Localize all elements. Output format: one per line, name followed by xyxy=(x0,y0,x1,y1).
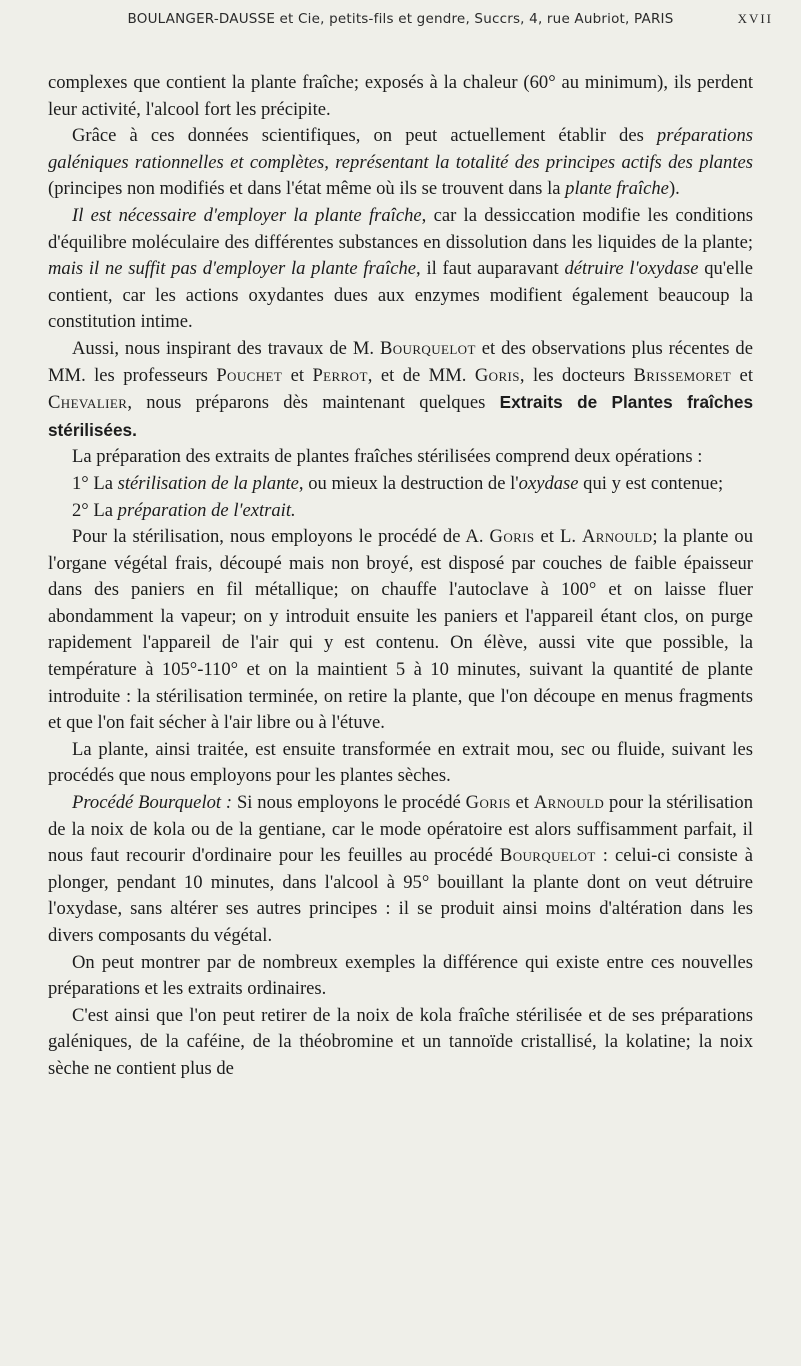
author-name: Brissemoret xyxy=(633,364,732,386)
text-run: et L. xyxy=(534,526,582,548)
text-run: , car la dessiccation modifie les conditions d'équilibre moléculaire des différentes substances en dissolution dans les liquides de la plante; xyxy=(48,204,753,253)
text-run: ). xyxy=(668,178,680,200)
text-run: qui y est contenue; xyxy=(578,472,724,494)
italic-text: mais il ne suffit pas d'employer la plante fraîche xyxy=(48,258,417,280)
text-run: 1° La xyxy=(72,472,118,494)
text-run: et xyxy=(731,364,753,386)
text-run: complexes que contient la plante fraîche; exposés à la chaleur (60° au minimum), ils perdent leur activité, l'alcool fort les précipite. xyxy=(48,72,753,120)
text-run: Pour la stérilisation, nous employons le procédé de A. xyxy=(72,526,490,548)
italic-text: oxydase xyxy=(518,472,579,494)
text-run: (principes non modifiés et dans l'état même où ils se trouvent dans la xyxy=(48,178,566,200)
text-run: ; la plante ou l'organe végétal frais, découpé mais non broyé, est disposé par couches de faible épaisseur dans des paniers en fil métallique; on chauffe l'autoclave à 100° et on laisse fluer abondamment la vapeur; on y introduit ensuite les paniers et l'appareil étant clos, on purge rapidement l'appareil de l'air qui y est contenu. On élève, aussi vite que possible, la température à 105°-110° et on la maintient 5 à 10 minutes, suivant la quantité de plante introduite : la stérilisation terminée, on retire la plante, que l'on découpe en menus fragments et que l'on fait sécher à l'air libre ou à l'étuve. xyxy=(48,526,753,734)
text-run: Si nous employons le procédé xyxy=(232,792,466,814)
text-run: , ou mieux la destruction de l' xyxy=(298,472,519,494)
italic-text: Il est nécessaire d'employer la plante fraîche xyxy=(72,204,422,226)
italic-text: préparations galéniques rationnelles et complètes, représentant la totalité des principes actifs des plantes xyxy=(48,125,753,173)
text-run: , nous préparons dès maintenant quelques xyxy=(127,392,500,414)
author-name: Goris xyxy=(474,364,520,386)
paragraph-p2 xyxy=(48,123,753,203)
paragraph-p9 xyxy=(48,737,753,790)
author-name: Goris xyxy=(465,792,511,814)
italic-text: Procédé Bourquelot : xyxy=(72,792,233,814)
paragraph-p4 xyxy=(48,336,753,444)
author-name: Bourquelot xyxy=(379,337,476,359)
italic-text: préparation de l'extrait. xyxy=(117,499,296,521)
paragraph-p7 xyxy=(48,498,753,525)
text-run: Grâce à ces données scientifiques, on peut actuellement établir des xyxy=(72,125,657,147)
author-name: Bourquelot xyxy=(499,845,596,867)
author-name: Pouchet xyxy=(216,364,283,386)
running-head-text: BOULANGER-DAUSSE et Cie, petits-fils et gendre, Succrs, 4, rue Aubriot, PARIS xyxy=(127,11,674,27)
author-name: Goris xyxy=(489,526,535,548)
text-run: et xyxy=(510,792,534,814)
text-run: , et de MM. xyxy=(367,364,475,386)
paragraph-p8 xyxy=(48,524,753,737)
body-text xyxy=(48,70,753,1083)
text-run: La préparation des extraits de plantes fraîches stérilisées comprend deux opérations : xyxy=(72,446,703,468)
text-run: : celui-ci consiste à plonger, pendant 10 minutes, dans l'alcool à 95° bouillant la plante dont on veut détruire l'oxydase, sans altérer ses autres principes : il se produit ainsi moins d'altération dans les divers composants du végétal. xyxy=(48,845,753,946)
author-name: Perrot xyxy=(312,364,368,386)
paragraph-p11 xyxy=(48,950,753,1003)
italic-text: stérilisation de la plante xyxy=(117,472,299,494)
paragraph-p10 xyxy=(48,790,753,950)
text-run: On peut montrer par de nombreux exemples la différence qui existe entre ces nouvelles préparations et les extraits ordinaires. xyxy=(48,951,753,1000)
text-run: , il faut auparavant xyxy=(416,258,565,280)
text-run: , les docteurs xyxy=(519,364,634,386)
text-run: pour la stérilisation de la noix de kola ou de la gentiane, car le mode opératoire est alors suffisamment parfait, il nous faut recourir d'ordinaire pour les feuilles au procédé xyxy=(48,792,754,867)
running-head xyxy=(48,6,773,32)
italic-text: détruire l'oxydase xyxy=(564,258,699,280)
author-name: Chevalier xyxy=(48,392,128,414)
text-run: et xyxy=(282,364,313,386)
page-folio: XVII xyxy=(737,11,773,26)
text-run: et des observations plus récentes de MM. les professeurs xyxy=(48,337,753,386)
product-title: Extraits de Plantes fraîches stérilisées. xyxy=(48,392,754,440)
author-name: Arnould xyxy=(581,526,653,548)
paragraph-p5 xyxy=(48,444,753,471)
text-run: La plante, ainsi traitée, est ensuite transformée en extrait mou, sec ou fluide, suivant les procédés que nous employons pour les plantes sèches. xyxy=(48,738,753,787)
paragraph-p1 xyxy=(48,70,753,123)
text-run: C'est ainsi que l'on peut retirer de la noix de kola fraîche stérilisée et de ses préparations galéniques, de la caféine, de la théobromine et un tannoïde cristallisé, la kolatine; la noix sèche ne contient plus de xyxy=(48,1004,753,1079)
text-run: 2° La xyxy=(72,499,118,521)
paragraph-p12 xyxy=(48,1003,753,1083)
text-run: Aussi, nous inspirant des travaux de M. xyxy=(72,337,380,359)
text-run: qu'elle contient, car les actions oxydantes dues aux enzymes modifient également beaucoup la constitution intime. xyxy=(48,258,753,333)
author-name: Arnould xyxy=(533,792,605,814)
paragraph-p3 xyxy=(48,203,753,336)
paragraph-p6 xyxy=(48,471,753,498)
italic-text: plante fraîche xyxy=(565,178,669,200)
